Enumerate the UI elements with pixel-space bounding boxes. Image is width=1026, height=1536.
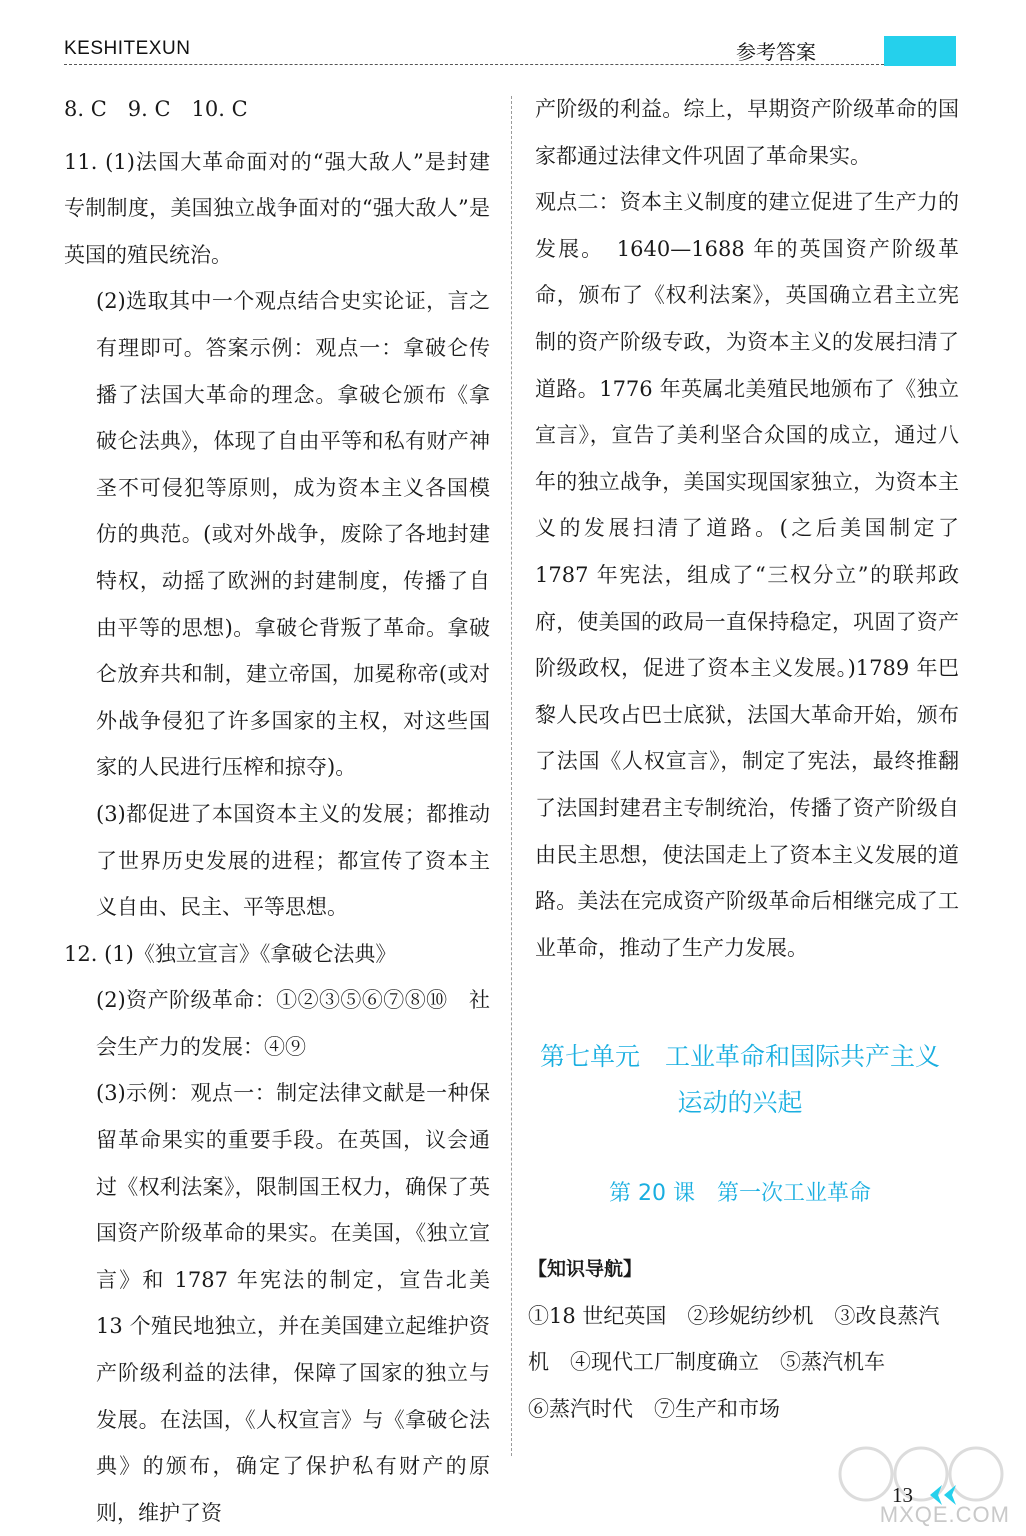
- double-chevron-left-icon: [928, 1483, 958, 1507]
- watermark-logo: [826, 1444, 1016, 1530]
- knowledge-navigation: [528, 1246, 958, 1432]
- answer-8-10: 8. C 9. C 10. C: [64, 97, 248, 121]
- knowledge-nav-heading: 【知识导航】: [528, 1258, 643, 1280]
- left-column: [64, 86, 490, 1536]
- unit-title-line-1: 第七单元 工业革命和国际共产主义: [539, 1042, 940, 1071]
- answer-11-2: (2)选取其中一个观点结合史实论证，言之有理即可。答案示例：观点一：拿破仑传播了法国大革命的理念。拿破仑颁布《拿破仑法典》，体现了自由平等和私有财产神圣不可侵犯等原则，成为资本主义各国模仿的典范。(或对外战争，废除了各地封建特权，动摇了欧洲的封建制度，传播了自由平等的思想)。拿破仑背叛了革命。拿破仑放弃共和制，建立帝国，加冕称帝(或对外战争侵犯了许多国家的主权，对这些国家的人民进行压榨和掠夺)。: [96, 289, 490, 780]
- answer-12-2: (2)资产阶级革命：①②③⑤⑥⑦⑧⑩ 社会生产力的发展：④⑨: [96, 988, 490, 1059]
- answer-12-3-continued: 产阶级的利益。综上，早期资产阶级革命的国家都通过法律文件巩固了革命果实。: [535, 97, 959, 168]
- header-accent-block: [884, 36, 956, 66]
- knowledge-nav-line-3: ⑥蒸汽时代 ⑦生产和市场: [528, 1396, 780, 1421]
- page-header: [64, 34, 956, 68]
- knowledge-nav-line-1: ①18 世纪英国 ②珍妮纺纱机 ③改良蒸汽: [528, 1303, 940, 1328]
- answer-12-3: (3)示例：观点一：制定法律文献是一种保留革命果实的重要手段。在英国，议会通过《权利法案》，限制国王权力，确保了英国资产阶级革命的果实。在美国，《独立宣言》和 1787 年宪法的制定，宣告北美 13 个殖民地独立，并在美国建立起维护资产阶级利益的法律，保障了国家的独立与发展。在法国，《人权宣言》与《拿破仑法典》的颁布，确定了保护私有财产的原则，维护了资: [96, 1081, 490, 1525]
- unit-title: [520, 1034, 960, 1126]
- unit-title-line-2: 运动的兴起: [677, 1088, 803, 1117]
- page-number: 13: [892, 1483, 913, 1507]
- watermark-text: MXQE.COM: [879, 1502, 1010, 1527]
- answer-12-1: 12. (1)《独立宣言》《拿破仑法典》: [64, 941, 397, 966]
- answer-11-1: 11. (1)法国大革命面对的“强大敌人”是封建专制制度，美国独立战争面对的“强大敌人”是英国的殖民统治。: [64, 149, 490, 267]
- watermark-graphic-icon: [826, 1444, 1016, 1504]
- lesson-title: 第 20 课 第一次工业革命: [609, 1181, 871, 1206]
- header-title: 参考答案: [736, 40, 816, 64]
- answer-12-3-viewpoint-2: 观点二：资本主义制度的建立促进了生产力的发展。 1640—1688 年的英国资产阶级革命，颁布了《权利法案》，英国确立君主立宪制的资产阶级专政，为资本主义的发展扫清了道路。1776 年英属北美殖民地颁布了《独立宣言》，宣告了美利坚合众国的成立，通过八年的独立战争，美国实现国家独立，为资本主义的发展扫清了道路。(之后美国制定了 1787 年宪法，组成了“三权分立”的联邦政府，使美国的政局一直保持稳定，巩固了资产阶级政权，促进了资本主义发展。)1789 年巴黎人民攻占巴士底狱，法国大革命开始，颁布了法国《人权宣言》，制定了宪法，最终推翻了法国封建君主专制统治，传播了资产阶级自由民主思想，使法国走上了资本主义发展的道路。美法在完成资产阶级革命后相继完成了工业革命，推动了生产力发展。: [535, 190, 959, 960]
- column-divider: [511, 96, 512, 1456]
- right-column: [535, 86, 959, 971]
- knowledge-nav-line-2: 机 ④现代工厂制度确立 ⑤蒸汽机车: [528, 1350, 885, 1375]
- answer-11-3: (3)都促进了本国资本主义的发展；都推动了世界历史发展的进程；都宣传了资本主义自由、民主、平等思想。: [96, 801, 490, 920]
- brand-name: KESHITEXUN: [64, 38, 191, 59]
